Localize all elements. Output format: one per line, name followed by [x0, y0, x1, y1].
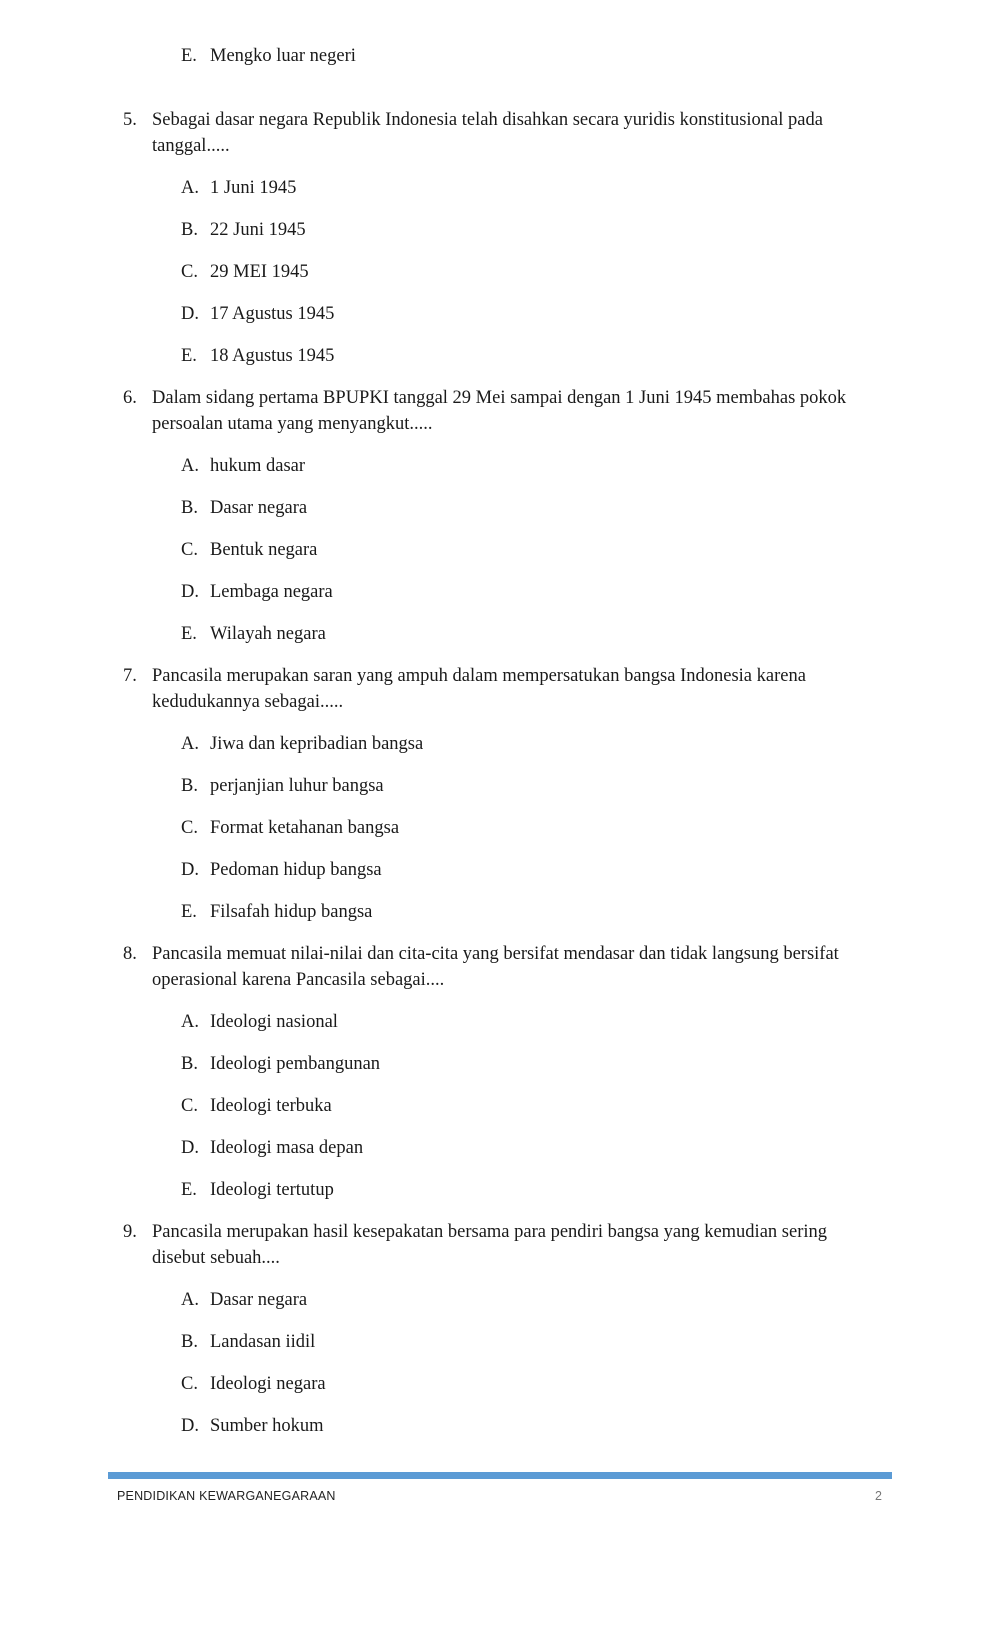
option-letter: D. [181, 1138, 199, 1158]
option-text: Ideologi masa depan [210, 1138, 364, 1158]
option-text: Landasan iidil [210, 1332, 316, 1352]
question-number: 9. [123, 1222, 137, 1242]
option-text: Ideologi nasional [210, 1012, 338, 1032]
question-text: Sebagai dasar negara Republik Indonesia telah disahkan secara yuridis konstitusional pada [152, 110, 823, 130]
option-letter: C. [181, 1374, 198, 1394]
option-letter: A. [181, 1290, 199, 1310]
option-letter: B. [181, 498, 198, 518]
option-letter: D. [181, 582, 199, 602]
question-text: Pancasila merupakan hasil kesepakatan bersama para pendiri bangsa yang kemudian sering [152, 1222, 827, 1242]
option-letter: B. [181, 1054, 198, 1074]
option-letter: A. [181, 456, 199, 476]
footer-divider [108, 1472, 892, 1479]
question-text: disebut sebuah.... [152, 1248, 280, 1268]
option-text: Wilayah negara [210, 624, 326, 644]
option-letter: D. [181, 304, 199, 324]
option-text: Filsafah hidup bangsa [210, 902, 373, 922]
option-letter: D. [181, 1416, 199, 1436]
option-letter: E. [181, 46, 197, 66]
question-text: persoalan utama yang menyangkut..... [152, 414, 433, 434]
option-letter: E. [181, 624, 197, 644]
option-text: Ideologi pembangunan [210, 1054, 381, 1074]
page-number: 2 [875, 1489, 882, 1503]
question-number: 8. [123, 944, 137, 964]
option-text: Dasar negara [210, 1290, 308, 1310]
option-text: Jiwa dan kepribadian bangsa [210, 734, 424, 754]
question-number: 7. [123, 666, 137, 686]
option-letter: E. [181, 346, 197, 366]
option-text: Ideologi tertutup [210, 1180, 334, 1200]
option-text: Pedoman hidup bangsa [210, 860, 382, 880]
option-letter: C. [181, 1096, 198, 1116]
option-letter: E. [181, 902, 197, 922]
question-text: operasional karena Pancasila sebagai.... [152, 970, 445, 990]
option-text: 1 Juni 1945 [210, 178, 297, 198]
question-text: kedudukannya sebagai..... [152, 692, 344, 712]
option-text: Bentuk negara [210, 540, 318, 560]
option-text: 22 Juni 1945 [210, 220, 306, 240]
option-text: hukum dasar [210, 456, 306, 476]
option-letter: C. [181, 262, 198, 282]
option-text: Ideologi terbuka [210, 1096, 332, 1116]
option-letter: A. [181, 1012, 199, 1032]
question-text: Pancasila merupakan saran yang ampuh dalam mempersatukan bangsa Indonesia karena [152, 666, 806, 686]
option-letter: A. [181, 734, 199, 754]
option-text: Lembaga negara [210, 582, 333, 602]
option-text: Sumber hokum [210, 1416, 324, 1436]
question-text: tanggal..... [152, 136, 230, 156]
option-letter: D. [181, 860, 199, 880]
question-text: Dalam sidang pertama BPUPKI tanggal 29 Mei sampai dengan 1 Juni 1945 membahas pokok [152, 388, 847, 408]
option-letter: B. [181, 220, 198, 240]
option-text: Mengko luar negeri [210, 46, 356, 66]
option-text: perjanjian luhur bangsa [210, 776, 384, 796]
option-text: 18 Agustus 1945 [210, 346, 335, 366]
question-text: Pancasila memuat nilai-nilai dan cita-cita yang bersifat mendasar dan tidak langsung bersifat [152, 944, 839, 964]
option-letter: B. [181, 1332, 198, 1352]
option-letter: E. [181, 1180, 197, 1200]
option-text: 17 Agustus 1945 [210, 304, 335, 324]
footer-title: PENDIDIKAN KEWARGANEGARAAN [117, 1489, 336, 1503]
option-text: Format ketahanan bangsa [210, 818, 400, 838]
option-letter: C. [181, 818, 198, 838]
option-letter: B. [181, 776, 198, 796]
option-text: Ideologi negara [210, 1374, 326, 1394]
option-letter: C. [181, 540, 198, 560]
option-text: 29 MEI 1945 [210, 262, 309, 282]
question-number: 6. [123, 388, 137, 408]
option-text: Dasar negara [210, 498, 308, 518]
question-number: 5. [123, 110, 137, 130]
option-letter: A. [181, 178, 199, 198]
